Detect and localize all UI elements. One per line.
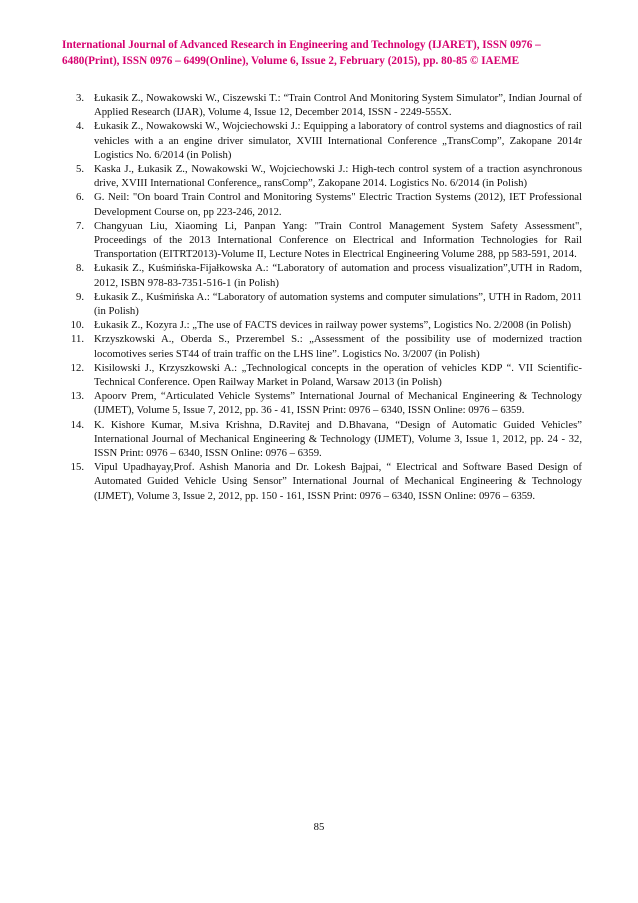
reference-item (62, 332, 582, 360)
reference-number: 13. (70, 390, 84, 403)
reference-number: 11. (71, 333, 84, 346)
reference-item (62, 190, 582, 218)
reference-item (62, 460, 582, 503)
page-number: 85 (313, 821, 325, 833)
reference-item (62, 219, 582, 262)
reference-item (62, 261, 582, 289)
reference-text: Kisilowski J., Krzyszkowski A.: „Technological concepts in the operation of vehicles KDP “. VII Scientific-Technical Conference. Open Railway Market in Poland, Warsaw 2013 (in Polish) (94, 361, 582, 389)
journal-header-line-1: International Journal of Advanced Research in Engineering and Technology (IJARET), ISSN 0976 – (62, 39, 541, 51)
reference-number: 9. (75, 290, 84, 303)
journal-header-line-2: 6480(Print), ISSN 0976 – 6499(Online), Volume 6, Issue 2, February (2015), pp. 80-85 © IAEME (62, 54, 520, 67)
reference-item (62, 418, 582, 461)
reference-item (62, 119, 582, 162)
reference-number: 6. (75, 191, 84, 204)
reference-text: Łukasik Z., Nowakowski W., Wojciechowski J.: Equipping a laboratory of control systems and diagnostics of rail vehicles with a an engine driver simulator, XVIII International Conference „TransComp”, Zakopane 2014r Logistics No. 6/2014 (in Polish) (94, 120, 582, 161)
reference-number: 7. (75, 219, 84, 232)
reference-number: 15. (70, 461, 84, 474)
reference-item (62, 162, 582, 190)
reference-text: Vipul Upadhayay,Prof. Ashish Manoria and Dr. Lokesh Bajpai, “ Electrical and Software Based Design of Automated Guided Vehicle Using Sensor” International Journal of Mechanical Engineering & Technology (IJMET), Volume 3, Issue 2, 2012, pp. 150 - 161, ISSN Print: 0976 – 6340, ISSN Online: 0976 – 6359. (94, 461, 582, 502)
reference-number: 3. (75, 92, 84, 104)
reference-number: 12. (70, 361, 84, 374)
reference-item (62, 318, 582, 332)
reference-item (62, 361, 582, 389)
reference-text: K. Kishore Kumar, M.siva Krishna, D.Ravitej and D.Bhavana, “Design of Automatic Guided Vehicles” International Journal of Mechanical Engineering & Technology (IJMET), Volume 3, Issue 1, 2012, pp. 24 - 32, ISSN Print: 0976 – 6340, ISSN Online: 0976 – 6359. (94, 418, 582, 460)
reference-text: Apoorv Prem, “Articulated Vehicle Systems” International Journal of Mechanical Engineering & Technology (IJMET), Volume 5, Issue 7, 2012, pp. 36 - 41, ISSN Print: 0976 – 6340, ISSN Online: 0976 – 6359. (94, 390, 582, 417)
reference-number: 8. (75, 262, 84, 275)
reference-item (62, 389, 582, 417)
reference-list (62, 91, 582, 503)
reference-text: Łukasik Z., Nowakowski W., Ciszewski T.: “Train Control And Monitoring System Simulator”, Indian Journal of Applied Research (IJAR), Volume 4, Issue 12, December 2014, ISSN - 2249-555X. (94, 92, 582, 119)
reference-number: 14. (70, 418, 84, 431)
reference-text: Changyuan Liu, Xiaoming Li, Panpan Yang: "Train Control Management System Safety Assessment", Proceedings of the 2013 International Conference on Electrical and Information Technologies for Rail Transportation (EITRT2013)-Volume II, Lecture Notes in Electrical Engineering Volume 288, pp 583-591, 2014. (94, 219, 582, 261)
reference-item (62, 290, 582, 318)
reference-text: Kaska J., Łukasik Z., Nowakowski W., Wojciechowski J.: High-tech control system of a traction asynchronous drive, XVIII International Conference„ ransComp”, Zakopane 2014. Logistics No. 6/2014 (in Polish) (94, 163, 582, 190)
reference-number: 10. (70, 319, 84, 332)
reference-text: Krzyszkowski A., Oberda S., Przerembel S.: „Assessment of the possibility use of modernized traction locomotives series ST44 of train traffic on the LHS line”. Logistics No. 3/2007 (in Polish) (94, 333, 582, 360)
reference-text: Łukasik Z., Kuśmińska A.: “Laboratory of automation systems and computer simulations”, UTH in Radom, 2011 (in Polish) (94, 290, 582, 318)
reference-number: 5. (75, 163, 84, 176)
journal-header (62, 38, 582, 69)
reference-text: Łukasik Z., Kuśmińska-Fijałkowska A.: “Laboratory of automation and process visualization”,UTH in Radom, 2012, ISBN 978-83-7351-516-1 (in Polish) (94, 262, 582, 289)
reference-text: Łukasik Z., Kozyra J.: „The use of FACTS devices in railway power systems”, Logistics No. 2/2008 (in Polish) (94, 319, 572, 332)
reference-item (62, 91, 582, 119)
reference-text: G. Neil: "On board Train Control and Monitoring Systems" Electric Traction Systems (2012), IET Professional Development Course on, pp 223-246, 2012. (94, 191, 582, 218)
reference-number: 4. (75, 120, 84, 133)
